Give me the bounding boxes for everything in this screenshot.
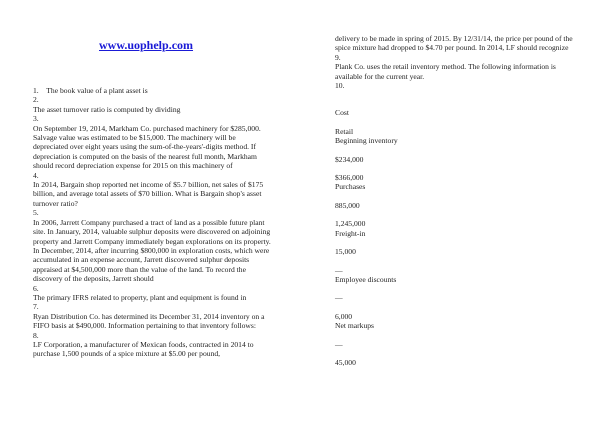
- question-number: 4.: [33, 170, 39, 180]
- freight-retail: —: [335, 265, 343, 275]
- question-number: 7.: [33, 302, 39, 312]
- question-text: Plank Co. uses the retail inventory method. The following information is available for the current year.: [335, 62, 556, 81]
- question-number: 9.: [335, 52, 341, 62]
- question-number: 6.: [33, 283, 39, 293]
- question-text: The primary IFRS related to property, plant and equipment is found in: [33, 292, 247, 302]
- beginning-retail: $366,000: [335, 173, 364, 183]
- right-column: [335, 34, 575, 367]
- purchases-retail: 1,245,000: [335, 219, 366, 229]
- purchases-label: Purchases: [335, 182, 366, 192]
- left-column: [33, 86, 271, 359]
- employee-discounts-label: Employee discounts: [335, 274, 397, 284]
- question-text: On September 19, 2014, Markham Co. purchased machinery for $285,000. Salvage value was estimated to be $15,000. The machinery will be depreciated over eight years using the sum-of-the-years'-digits method. If depreciation is computed on the basis of the nearest full month, Markham should record depreciation expense for 2015 on this machinery of: [33, 123, 261, 171]
- beginning-cost: $234,000: [335, 154, 364, 164]
- question-text: The asset turnover ratio is computed by dividing: [33, 104, 181, 114]
- retail-label: Retail: [335, 126, 354, 136]
- beginning-inventory-label: Beginning inventory: [335, 136, 398, 146]
- freight-cost: 15,000: [335, 247, 356, 257]
- question-number: 2.: [33, 95, 39, 105]
- question-1: 1. The book value of a plant asset is: [33, 86, 148, 95]
- freight-label: Freight-in: [335, 228, 366, 238]
- employee-cost: —: [335, 293, 343, 303]
- question-number: 10.: [335, 81, 345, 91]
- question-number: 3.: [33, 114, 39, 124]
- continued-text: delivery to be made in spring of 2015. By 12/31/14, the price per pound of the spice mixture had dropped to $4.70 per pound. In 2014, LF should recognize: [335, 34, 573, 53]
- employee-retail: 6,000: [335, 311, 353, 321]
- site-link[interactable]: www.uophelp.com: [99, 38, 194, 52]
- question-text: Ryan Distribution Co. has determined its December 31, 2014 inventory on a FIFO basis at $490,000. Information pertaining to that inventory follows:: [33, 311, 265, 331]
- markups-retail: 45,000: [335, 357, 356, 367]
- cost-label: Cost: [335, 108, 349, 118]
- net-markups-label: Net markups: [335, 321, 375, 331]
- question-number: 8.: [33, 330, 39, 340]
- question-text: In 2006, Jarrett Company purchased a tract of land as a possible future plant site. In January, 2014, valuable sulphur deposits were discovered on adjoining property and Jarrett Company immediately began explorations on its property. In December, 2014, after incurring $800,000 in exploration costs, which were accumulated in an expense account, Jarrett discovered sulphur deposits appraised at $4,500,000 more than the value of the land. To record the discovery of the deposits, Jarrett should: [33, 217, 271, 284]
- question-text: In 2014, Bargain shop reported net income of $5.7 billion, net sales of $175 billion, and average total assets of $70 billion. What is Bargain shop's asset turnover ratio?: [33, 180, 264, 208]
- markups-cost: —: [335, 339, 343, 349]
- purchases-cost: 885,000: [335, 200, 360, 210]
- question-number: 5.: [33, 208, 39, 218]
- question-text: LF Corporation, a manufacturer of Mexican foods, contracted in 2014 to purchase 1,500 pounds of a spice mixture at $5.00 per pound,: [33, 339, 254, 359]
